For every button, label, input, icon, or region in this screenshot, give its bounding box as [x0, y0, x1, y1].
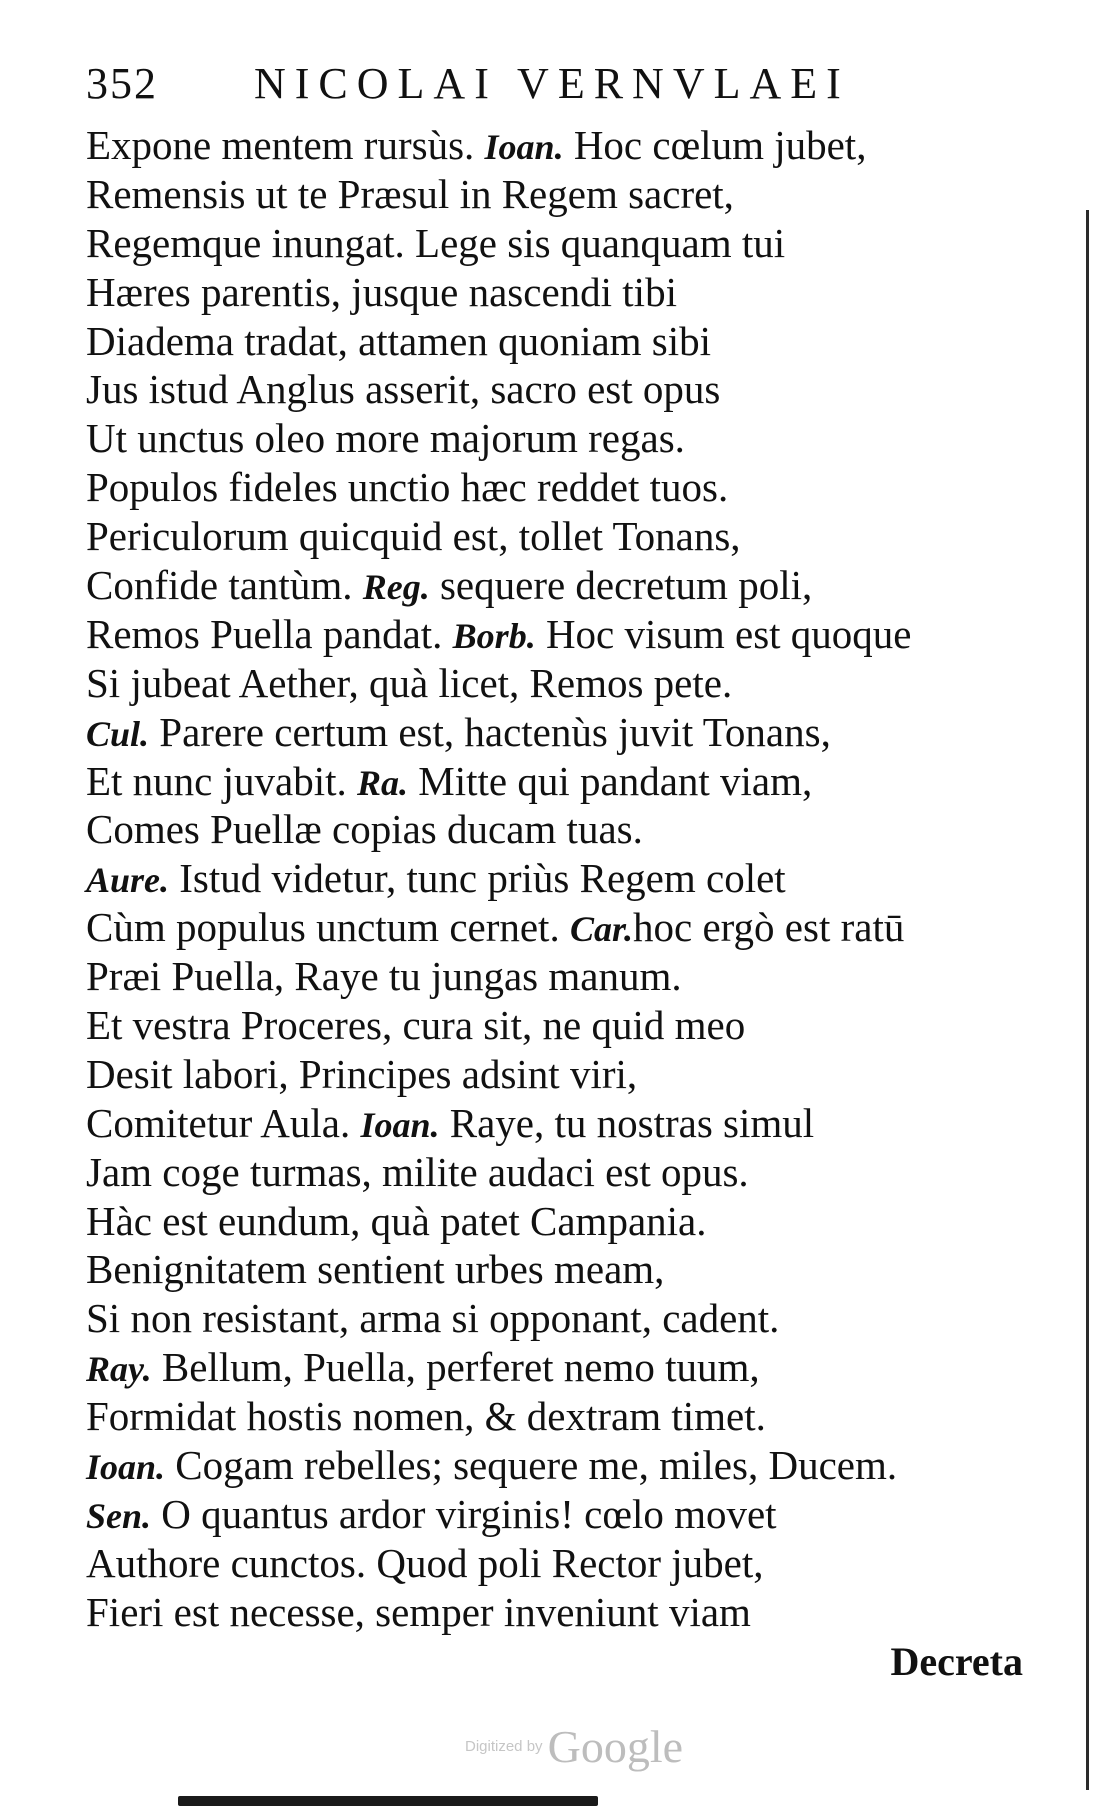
verse-line: [86, 268, 1026, 317]
bottom-ink-rule: [178, 1796, 598, 1806]
verse-line: [86, 1343, 1026, 1392]
verse-text-run: sequere decretum poli,: [429, 562, 813, 609]
verse-line: [86, 1490, 1026, 1539]
verse-text-run: Si jubeat Aether, quà licet, Remos pete.: [86, 659, 733, 706]
verse-text-run: hoc ergò est ratū: [633, 904, 905, 951]
verse-text-run: Cogam rebelles; sequere me, miles, Ducem.: [165, 1442, 898, 1489]
verse-line: [86, 1197, 1026, 1246]
verse-line: [86, 1001, 1026, 1050]
running-head: [86, 58, 886, 108]
verse-text-run: Istud videtur, tunc priùs Regem colet: [169, 855, 786, 902]
verse-line: [86, 463, 1026, 512]
verse-text-run: Comes Puellæ copias ducam tuas.: [86, 806, 643, 853]
verse-line: [86, 952, 1026, 1001]
verse-text-run: Cùm populus unctum cernet.: [86, 904, 570, 951]
verse-line: [86, 1539, 1026, 1588]
verse-line: [86, 1294, 1026, 1343]
google-logo: Google: [547, 1721, 684, 1772]
verse-line: [86, 365, 1026, 414]
verse-line: [86, 561, 1026, 610]
verse-text-run: Hæres parentis, jusque nascendi tibi: [86, 268, 677, 315]
verse-text-run: Hoc cœlum jubet,: [563, 122, 867, 168]
verse-text-run: Diadema tradat, attamen quoniam sibi: [86, 317, 712, 364]
verse-line: [86, 1441, 1026, 1490]
verse-line: [86, 659, 1026, 708]
verse-text-run: Et vestra Proceres, cura sit, ne quid meo: [86, 1002, 746, 1049]
verse-text-run: Regemque inungat. Lege sis quanquam tui: [86, 219, 786, 266]
verse-line: [86, 317, 1026, 366]
verse-text-run: Jam coge turmas, milite audaci est opus.: [86, 1148, 749, 1195]
verse-text-run: Jus istud Anglus asserit, sacro est opus: [86, 366, 721, 413]
verse-text-run: Comitetur Aula.: [86, 1099, 361, 1146]
verse-text-run: Formidat hostis nomen, & dextram timet.: [86, 1393, 766, 1440]
verse-text-run: Authore cunctos. Quod poli Rector jubet,: [86, 1539, 764, 1586]
verse-text-run: Populos fideles unctio hæc reddet tuos.: [86, 464, 729, 511]
verse-text-run: Præi Puella, Raye tu jungas manum.: [86, 953, 682, 1000]
verse-line: [86, 219, 1026, 268]
verse-line: [86, 1099, 1026, 1148]
verse-line: [86, 1148, 1026, 1197]
catchword: Decreta: [890, 1639, 1023, 1684]
verse-text-run: Benignitatem sentient urbes meam,: [86, 1246, 665, 1293]
verse-line: [86, 805, 1026, 854]
verse-line: [86, 414, 1026, 463]
page-edge-line: [1086, 210, 1089, 1790]
verse-line: [86, 1245, 1026, 1294]
verse-line: [86, 708, 1026, 757]
verse-text-run: Et nunc juvabit.: [86, 757, 358, 804]
verse-text-run: O quantus ardor virginis! cœlo movet: [151, 1490, 777, 1537]
verse-text-run: Ut unctus oleo more majorum regas.: [86, 415, 685, 462]
verse-line: [86, 121, 1026, 170]
speaker-label: Aure.: [86, 860, 170, 901]
verse-text-run: Confide tantùm.: [86, 562, 363, 609]
speaker-label: Reg.: [362, 567, 430, 608]
watermark-prefix: Digitized by: [465, 1738, 543, 1755]
verse-line: [86, 1050, 1026, 1099]
verse-line: [86, 757, 1026, 806]
verse-line: [86, 854, 1026, 903]
speaker-label: Ray.: [86, 1349, 152, 1390]
verse-text-run: Si non resistant, arma si opponant, cadent.: [86, 1295, 780, 1342]
verse-text-run: Desit labori, Principes adsint viri,: [86, 1050, 638, 1097]
page-number: 352: [86, 59, 158, 108]
verse-text-run: Bellum, Puella, perferet nemo tuum,: [151, 1344, 760, 1391]
verse-text-run: Remos Puella pandat.: [86, 610, 453, 657]
verse-text-run: Hoc visum est quoque: [535, 610, 912, 657]
verse-line: [86, 1588, 1026, 1637]
verse-line: [86, 512, 1026, 561]
verse-text-run: Remensis ut te Præsul in Regem sacret,: [86, 170, 734, 217]
verse-text-run: Raye, tu nostras simul: [439, 1099, 815, 1146]
speaker-label: Car.: [569, 909, 633, 950]
speaker-label: Ioan.: [360, 1104, 440, 1145]
verse-text-run: Periculorum quicquid est, tollet Tonans,: [86, 513, 741, 560]
verse-line: [86, 610, 1026, 659]
digitized-watermark: [465, 1720, 705, 1780]
speaker-label: Ra.: [357, 762, 409, 803]
verse-text-run: Mitte qui pandant viam,: [408, 757, 813, 804]
verse-text-run: Hàc est eundum, quà patet Campania.: [86, 1197, 707, 1244]
verse-text-run: Parere certum est, hactenùs juvit Tonans,: [149, 708, 831, 755]
speaker-label: Cul.: [86, 713, 150, 754]
speaker-label: Sen.: [86, 1495, 152, 1536]
verse-line: [86, 903, 1026, 952]
verse-text-run: Expone mentem rursùs.: [86, 122, 485, 168]
speaker-label: Ioan.: [86, 1447, 166, 1488]
verse-line: [86, 170, 1026, 219]
verse-text-run: Fieri est necesse, semper inveniunt viam: [86, 1588, 751, 1635]
verse-line: [86, 1392, 1026, 1441]
running-title: NICOLAI VERNVLAEI: [254, 59, 850, 108]
speaker-label: Ioan.: [484, 127, 564, 167]
verse-text: [86, 121, 1026, 1637]
speaker-label: Borb.: [452, 615, 536, 656]
